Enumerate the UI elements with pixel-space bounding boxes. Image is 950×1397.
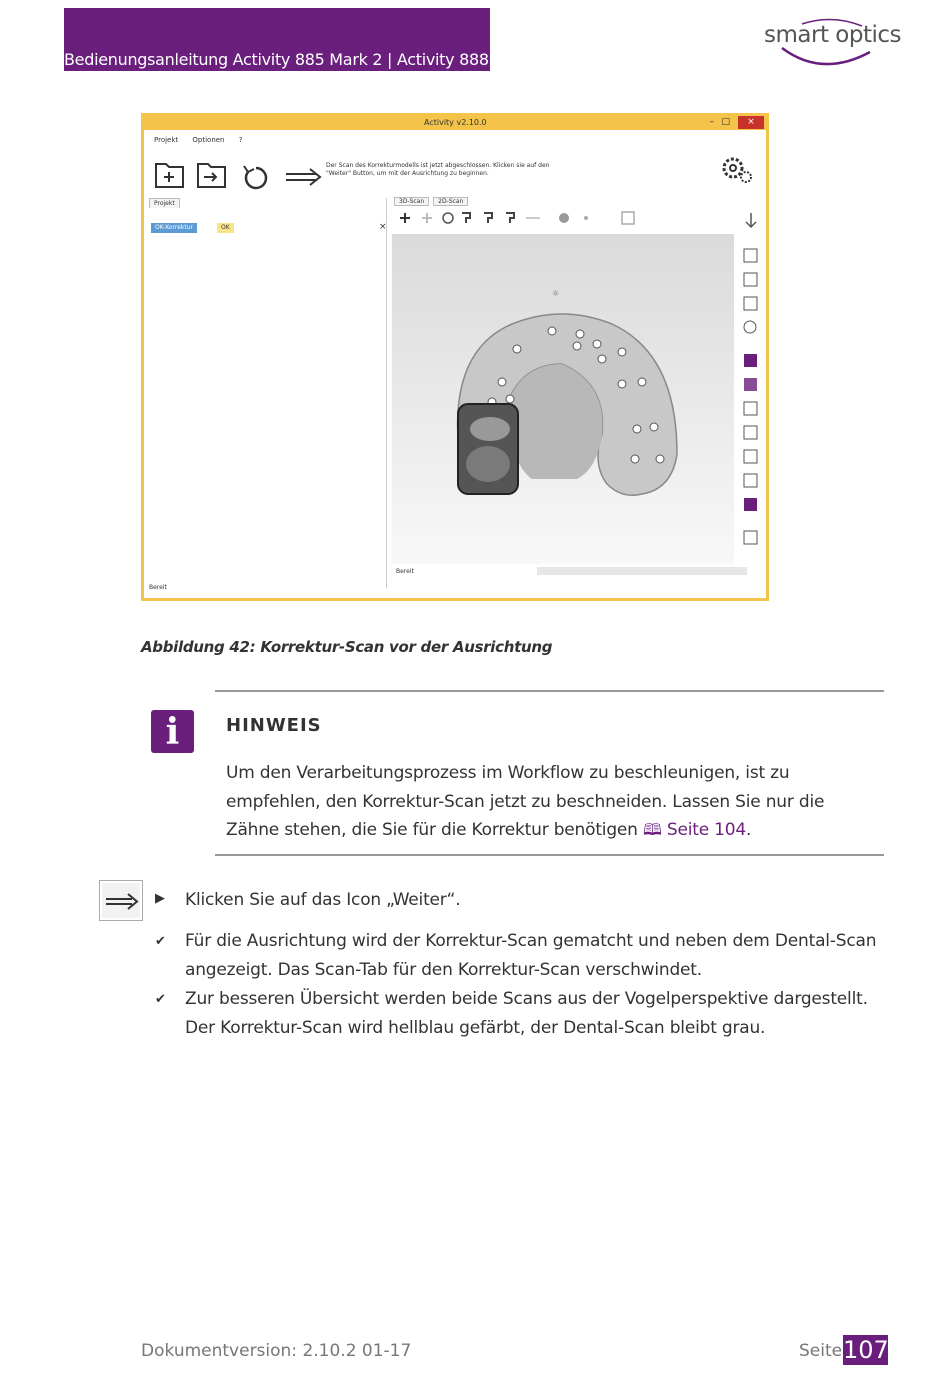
cube-view-3-icon[interactable] (744, 402, 757, 415)
minimize-icon[interactable]: – (709, 117, 714, 127)
window-titlebar (144, 116, 766, 130)
add-disabled-icon[interactable] (422, 213, 432, 223)
logo-text: smart optics (764, 22, 901, 48)
layers-icon[interactable] (744, 531, 757, 544)
rotate-icon[interactable] (443, 213, 453, 223)
header-title: Bedienungsanleitung Activity 885 Mark 2 | Activity 888 (64, 50, 489, 69)
menu-item-projekt[interactable]: Projekt (154, 136, 179, 144)
step-result-1: Für die Ausrichtung wird der Korrektur-Scan gematcht und neben dem Dental-Scan angezeigt. Das Scan-Tab für den Korrektur-Scan verschwindet. (185, 931, 877, 980)
new-project-icon[interactable] (156, 164, 183, 187)
page-number: 107 (843, 1336, 889, 1364)
refresh-icon[interactable] (244, 166, 266, 188)
step-action: Klicken Sie auf das Icon „Weiter“. (185, 890, 461, 910)
note-divider-top (215, 690, 884, 692)
settings-gear-icon[interactable] (719, 154, 755, 184)
note-suffix: . (746, 820, 752, 840)
reset-view-icon[interactable] (744, 321, 756, 333)
view-side-icon[interactable] (744, 297, 757, 310)
menu-item-help[interactable]: ? (238, 136, 243, 144)
cut-tool-3-icon[interactable] (506, 213, 514, 223)
menu-item-optionen[interactable]: Optionen (192, 136, 225, 144)
book-icon: 🕮 (642, 820, 662, 839)
cube-view-2-icon[interactable] (744, 378, 757, 391)
3d-viewport[interactable] (392, 234, 734, 564)
note-text: Um den Verarbeitungsprozess im Workflow zu beschleunigen, ist zu empfehlen, den Korrektur-Scan jetzt zu beschneiden. Lassen Sie nur die Zähne stehen, die Sie für die Korrektur benötigen (226, 763, 825, 840)
check-icon: ✔ (155, 992, 166, 1007)
tab-ok[interactable]: OK (217, 223, 234, 233)
cube-view-7-icon[interactable] (744, 498, 757, 511)
view-tabs (394, 198, 470, 205)
tab-ok-korrektur[interactable]: OK-Korrektur (151, 223, 197, 233)
tab-projekt[interactable]: Projekt (149, 198, 180, 208)
cut-tool-2-icon[interactable] (484, 213, 492, 223)
note-divider-bottom (215, 854, 884, 856)
software-screenshot (141, 113, 769, 601)
dental-model-render (392, 234, 734, 564)
cube-view-5-icon[interactable] (744, 450, 757, 463)
svg-text:☼: ☼ (552, 289, 560, 298)
save-icon[interactable] (622, 212, 634, 224)
figure-caption: Abbildung 42: Korrektur-Scan vor der Ausrichtung (141, 638, 553, 656)
note-title: HINWEIS (226, 715, 322, 736)
next-arrow-icon[interactable] (286, 169, 320, 185)
tab-3d-scan[interactable]: 3D-Scan (394, 197, 429, 206)
viewport-status: Bereit (396, 568, 414, 575)
cube-view-4-icon[interactable] (744, 426, 757, 439)
down-arrow-icon[interactable] (746, 213, 756, 227)
page-reference-link[interactable]: Seite 104 (666, 820, 747, 840)
view-top-icon[interactable] (744, 249, 757, 262)
main-toolbar (152, 154, 332, 190)
cube-view-1-icon[interactable] (744, 354, 757, 367)
cube-view-6-icon[interactable] (744, 474, 757, 487)
tab-2d-scan[interactable]: 2D-Scan (433, 197, 468, 206)
add-icon[interactable] (400, 213, 410, 223)
note-body (226, 759, 876, 845)
action-triangle-icon: ▶ (155, 891, 165, 906)
logo-swoosh-icon (762, 18, 888, 66)
view-toolbar (396, 211, 656, 225)
next-button-icon (99, 880, 143, 921)
document-version: Dokumentversion: 2.10.2 01-17 (141, 1341, 412, 1361)
close-icon[interactable]: × (738, 116, 764, 129)
menu-bar (154, 136, 254, 144)
view-front-icon[interactable] (744, 273, 757, 286)
panel-close-icon[interactable]: × (379, 222, 387, 232)
view-side-toolbar (739, 211, 763, 561)
window-title: Activity v2.10.0 (424, 118, 487, 127)
cut-tool-1-icon[interactable] (462, 213, 470, 223)
check-icon: ✔ (155, 934, 166, 949)
step-result-2: Zur besseren Übersicht werden beide Scans aus der Vogelperspektive dargestellt. Der Korrektur-Scan wird hellblau gefärbt, der Dental-Scan bleibt grau. (185, 989, 868, 1038)
page-label: Seite (799, 1341, 843, 1361)
window-status: Bereit (149, 584, 167, 591)
brand-logo (762, 18, 901, 66)
maximize-icon[interactable]: □ (721, 117, 730, 127)
project-panel (147, 198, 387, 588)
delete-icon[interactable] (559, 213, 569, 223)
open-project-icon[interactable] (198, 164, 225, 187)
info-icon: i (151, 710, 194, 753)
toolbar-message: Der Scan des Korrekturmodells ist jetzt abgeschlossen. Klicken sie auf den "Weiter" Button, um mit der Ausrichtung zu beginnen. (326, 162, 550, 177)
point-icon[interactable] (584, 216, 588, 220)
header-bar (64, 8, 490, 71)
status-progress-bar (537, 567, 747, 575)
